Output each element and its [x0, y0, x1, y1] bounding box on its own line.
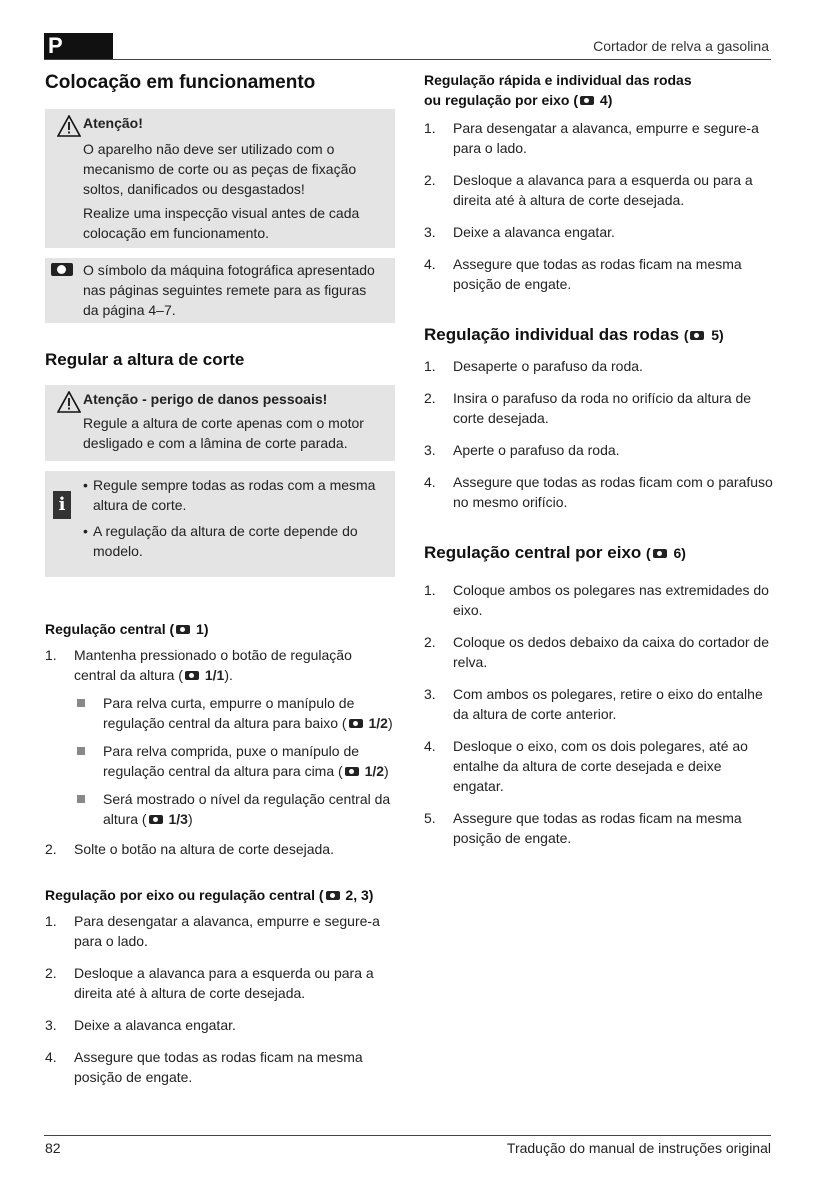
step-text: Deixe a alavanca engatar.	[453, 224, 615, 240]
step-text: Desloque a alavanca para a esquerda ou para a direita até à altura de corte desejada.	[74, 965, 374, 1001]
section-title-cutting-height: Regular a altura de corte	[45, 350, 245, 369]
quick-steps	[424, 118, 774, 294]
figure-ref: 1/3	[168, 811, 188, 827]
info-box	[45, 471, 395, 577]
step-text: Desloque a alavanca para a esquerda ou para a direita até à altura de corte desejada.	[453, 172, 753, 208]
step	[424, 170, 774, 210]
step-text: Assegure que todas as rodas ficam na mesma posição de engate.	[453, 810, 742, 846]
subsection-title-central	[45, 619, 395, 639]
step	[424, 632, 774, 672]
camera-icon	[149, 815, 163, 824]
subsection-title-central-axle: Regulação central por eixo ( 6)	[424, 543, 686, 562]
subsection-title-axle	[45, 885, 395, 905]
camera-icon	[345, 767, 359, 776]
section-title-operation: Colocação em funcionamento	[45, 72, 316, 93]
figure-ref: 4)	[599, 92, 613, 108]
step-text: Mantenha pressionado o botão de regulação central da altura (	[74, 647, 352, 683]
step-text-end: ).	[224, 667, 233, 683]
footer-text: Tradução do manual de instruções original	[506, 1140, 771, 1156]
right-column	[424, 70, 774, 848]
warning-box-operation	[45, 109, 395, 248]
substep-text: Para relva comprida, puxe o manípulo de regulação central da altura para cima (	[103, 743, 360, 779]
step-text: Desloque o eixo, com os dois polegares, até ao entalhe da altura de corte desejada e deixe engatar.	[453, 738, 748, 794]
figure-ref: 1)	[196, 621, 209, 637]
substep-text-end: )	[187, 811, 193, 827]
substep-text-end: )	[384, 763, 389, 779]
step	[45, 1047, 395, 1087]
camera-icon	[690, 331, 704, 340]
step	[424, 222, 774, 242]
camera-icon	[653, 549, 667, 558]
step-text: Insira o parafuso da roda no orifício da altura de corte desejada.	[453, 390, 752, 426]
step-number: 4.	[45, 1049, 57, 1065]
substep-text-end: )	[387, 715, 393, 731]
info-icon: i	[53, 491, 71, 519]
step-number: 2.	[424, 634, 436, 650]
step-number: 3.	[424, 442, 436, 458]
step	[424, 472, 774, 512]
warning-title: Atenção!	[83, 115, 143, 131]
step-number: 2.	[45, 965, 57, 981]
camera-note-text: O símbolo da máquina fotográfica apresentado nas páginas seguintes remete para as figuras da página 4–7.	[83, 262, 375, 318]
subsection-title-text: ou regulação por eixo (	[424, 92, 579, 108]
step-number: 2.	[424, 172, 436, 188]
substep-text: Para relva curta, empurre o manípulo de regulação central da altura para baixo (	[103, 695, 355, 731]
bullet-dot: •	[83, 523, 88, 539]
camera-icon	[349, 719, 363, 728]
square-bullet	[77, 699, 85, 707]
subsection-title-quick	[424, 70, 774, 110]
step	[45, 645, 395, 829]
step	[45, 839, 395, 859]
camera-icon	[185, 671, 199, 680]
camera-icon	[580, 96, 594, 105]
step	[424, 118, 774, 158]
step	[424, 254, 774, 294]
step-text: Assegure que todas as rodas ficam na mesma posição de engate.	[453, 256, 742, 292]
step-text: Coloque ambos os polegares nas extremidades do eixo.	[453, 582, 769, 618]
step	[424, 356, 774, 376]
bullet-dot: •	[83, 477, 88, 493]
warning-text-inspection: Realize uma inspecção visual antes de cada colocação em funcionamento.	[83, 205, 360, 241]
square-bullet	[77, 747, 85, 755]
step-text: Assegure que todas as rodas ficam com o parafuso no mesmo orifício.	[453, 474, 773, 510]
step-number: 4.	[424, 474, 436, 490]
subsection-title-text: Regulação por eixo ou regulação central (	[45, 887, 324, 903]
subsection-title-text: Regulação rápida e individual das rodas	[424, 72, 692, 88]
step-text: Desaperte o parafuso da roda.	[453, 358, 643, 374]
square-bullet	[77, 795, 85, 803]
subsection-title-individual: Regulação individual das rodas ( 5)	[424, 325, 724, 344]
info-bullet	[83, 475, 385, 515]
figure-ref: 1/2	[368, 715, 388, 731]
step	[424, 580, 774, 620]
substep-text: Será mostrado o nível da regulação central da altura (	[103, 791, 391, 827]
footer-divider	[44, 1135, 771, 1136]
step-text: Para desengatar a alavanca, empurre e segure-a para o lado.	[74, 913, 380, 949]
figure-ref: 1/1	[204, 667, 225, 683]
figure-ref: 5)	[711, 327, 724, 343]
step	[424, 684, 774, 724]
central-steps	[45, 645, 395, 859]
subsection-title-text: Regulação central (	[45, 621, 175, 637]
step	[45, 963, 395, 1003]
step-text: Coloque os dedos debaixo da caixa do cortador de relva.	[453, 634, 769, 670]
step-number: 1.	[424, 582, 436, 598]
info-bullet-text: Regule sempre todas as rodas com a mesma altura de corte.	[93, 477, 376, 513]
step-number: 4.	[424, 256, 436, 272]
document-title: Cortador de relva a gasolina	[593, 38, 769, 54]
step-number: 5.	[424, 810, 436, 826]
axle-steps	[45, 911, 395, 1087]
subsection-title-text: Regulação central por eixo	[424, 543, 642, 562]
step-text: Assegure que todas as rodas ficam na mesma posição de engate.	[74, 1049, 363, 1085]
warning-triangle-icon	[57, 391, 81, 413]
camera-icon	[176, 625, 190, 634]
step	[424, 440, 774, 460]
info-bullet	[83, 521, 385, 561]
step-number: 1.	[45, 647, 57, 663]
step-text: Aperte o parafuso da roda.	[453, 442, 620, 458]
info-bullet-text: A regulação da altura de corte depende do modelo.	[93, 523, 358, 559]
page-number: 82	[45, 1140, 61, 1156]
step	[424, 736, 774, 796]
substep	[74, 789, 395, 829]
language-badge-label: P	[48, 33, 63, 58]
step-text: Deixe a alavanca engatar.	[74, 1017, 236, 1033]
figure-ref: 1/2	[364, 763, 385, 779]
step-number: 4.	[424, 738, 436, 754]
step-number: 1.	[424, 358, 436, 374]
camera-icon	[326, 891, 340, 900]
individual-steps	[424, 356, 774, 512]
central-axle-steps	[424, 580, 774, 848]
figure-ref: 2, 3)	[345, 887, 374, 903]
step	[424, 808, 774, 848]
step-text: Para desengatar a alavanca, empurre e segure-a para o lado.	[453, 120, 759, 156]
language-badge	[44, 33, 113, 59]
substep	[74, 741, 395, 781]
header-divider	[44, 59, 771, 60]
figure-ref: 6)	[673, 545, 686, 561]
warning-text: O aparelho não deve ser utilizado com o mecanismo de corte ou as peças de fixação soltos, danificados ou desgastados!	[83, 141, 357, 197]
camera-icon	[51, 263, 73, 276]
step-text: Solte o botão na altura de corte desejada.	[74, 841, 334, 857]
central-substeps	[74, 693, 395, 829]
step	[45, 911, 395, 951]
left-column	[45, 70, 395, 1087]
warning-box-injury	[45, 385, 395, 461]
step	[45, 1015, 395, 1035]
warning-triangle-icon	[57, 115, 81, 137]
step-number: 2.	[45, 841, 57, 857]
substep	[74, 693, 395, 733]
warning-text: Regule a altura de corte apenas com o motor desligado e com a lâmina de corte parada.	[83, 415, 364, 451]
step-number: 1.	[424, 120, 436, 136]
step	[424, 388, 774, 428]
camera-note-box	[45, 258, 395, 323]
warning-title: Atenção - perigo de danos pessoais!	[83, 391, 328, 407]
step-number: 2.	[424, 390, 436, 406]
step-number: 3.	[45, 1017, 57, 1033]
step-text: Com ambos os polegares, retire o eixo do entalhe da altura de corte anterior.	[453, 686, 763, 722]
step-number: 3.	[424, 224, 436, 240]
step-number: 3.	[424, 686, 436, 702]
step-number: 1.	[45, 913, 57, 929]
subsection-title-text: Regulação individual das rodas	[424, 325, 680, 344]
